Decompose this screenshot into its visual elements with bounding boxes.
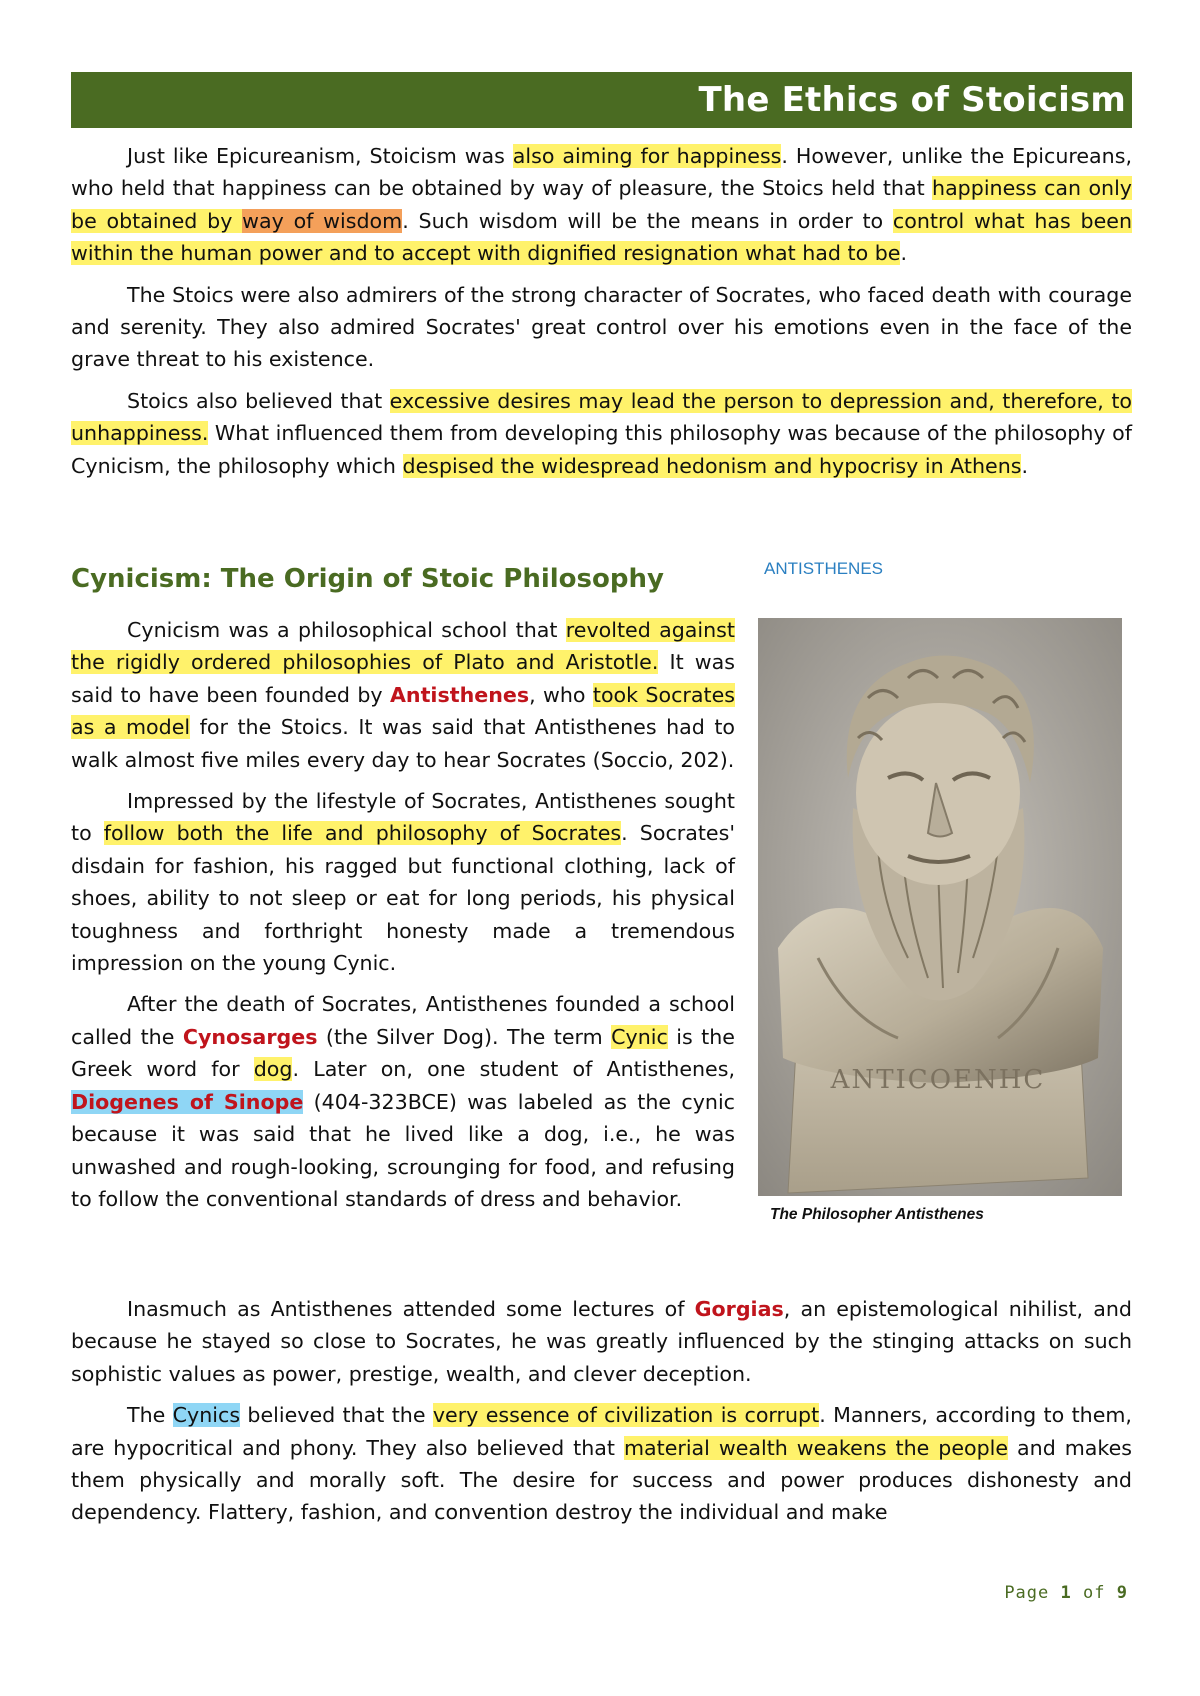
page-title: The Ethics of Stoicism: [698, 80, 1126, 120]
paragraph: The Stoics were also admirers of the strong character of Socrates, who faced death with courage and serenity. They also admired Socrates' great control over his emotions even in the face of the grave threat to his existence.: [71, 282, 1132, 372]
emphasis-name: Antisthenes: [389, 682, 530, 707]
highlight: took Socrates as a model: [71, 682, 735, 740]
paragraph: Impressed by the lifestyle of Socrates, Antisthenes sought to follow both the life and philosophy of Socrates. Socrates' disdain for fashion, his ragged but functional clothing, lack of shoes, ability to not sleep or eat for long periods, his physical toughness and forthright honesty made a tremendous impression on the young Cynic.: [71, 789, 735, 976]
paragraph: Stoics also believed that excessive desires may lead the person to depression and, therefore, to unhappiness. What influenced them from developing this philosophy was because of the philosophy of Cynicism, the philosophy which despised the widespread hedonism and hypocrisy in Athens.: [71, 388, 1132, 478]
highlight: also aiming for happiness: [512, 144, 782, 168]
title-bar: [71, 72, 1132, 128]
highlight: control what has been within the human power and to accept with dignified resignation what had to be: [71, 208, 1132, 266]
section-column-text: [71, 614, 735, 1215]
highlight-orange: way of wisdom: [242, 208, 403, 233]
image-label: ANTISTHENES: [764, 559, 884, 578]
page-number: Page 1 of 9: [1004, 1583, 1128, 1603]
highlight: dog: [253, 1057, 293, 1082]
highlight: Cynic: [611, 1024, 668, 1049]
emphasis-name: Gorgias: [694, 1297, 784, 1321]
section-heading: Cynicism: The Origin of Stoic Philosophy: [71, 564, 664, 594]
emphasis-name: Diogenes of Sinope: [71, 1089, 304, 1114]
highlight-blue: Cynics: [172, 1403, 241, 1428]
highlight: follow both the life and philosophy of Socrates: [103, 821, 622, 846]
intro-text: [71, 140, 1132, 482]
emphasis-name: Cynosarges: [182, 1024, 318, 1049]
highlight: very essence of civilization is corrupt: [432, 1403, 820, 1428]
image-caption: The Philosopher Antisthenes: [770, 1206, 984, 1223]
lower-text: [71, 1293, 1132, 1529]
highlight: revolted against the rigidly ordered philosophies of Plato and Aristotle.: [71, 618, 735, 675]
paragraph: Cynicism was a philosophical school that revolted against the rigidly ordered philosophies of Plato and Aristotle. It was said to have been founded by Antisthenes, who took Socrates as a model for the Stoics. It was said that Antisthenes had to walk almost five miles every day to hear Socrates (Soccio, 202).: [71, 618, 736, 772]
paragraph: Inasmuch as Antisthenes attended some lectures of Gorgias, an epistemological nihilist, and because he stayed so close to Socrates, he was greatly influenced by the stinging attacks on such sophistic values as power, prestige, wealth, and clever deception.: [71, 1297, 1132, 1386]
paragraph: The Cynics believed that the very essence of civilization is corrupt. Manners, according to them, are hypocritical and phony. They also believed that material wealth weakens the people and makes them physically and morally soft. The desire for success and power produces dishonesty and dependency. Flattery, fashion, and convention destroy the individual and make: [71, 1403, 1133, 1525]
paragraph: After the death of Socrates, Antisthenes founded a school called the Cynosarges (the Silver Dog). The term Cynic is the Greek word for dog. Later on, one student of Antisthenes, Diogenes of Sinope (404-323BCE) was labeled as the cynic because it was said that he lived like a dog, i.e., he was unwashed and rough-looking, scrounging for food, and refusing to follow the conventional standards of dress and behavior.: [71, 992, 735, 1211]
highlight: happiness can only be obtained by: [71, 176, 1132, 233]
highlight: material wealth weakens the people: [623, 1435, 1009, 1460]
highlight: despised the widespread hedonism and hypocrisy in Athens: [402, 453, 1022, 478]
highlight: excessive desires may lead the person to depression and, therefore, to unhappiness.: [71, 388, 1132, 446]
bust-inscription: ANTICOENHC: [830, 1065, 1046, 1095]
paragraph: Just like Epicureanism, Stoicism was also aiming for happiness. However, unlike the Epicureans, who held that happiness can be obtained by way of pleasure, the Stoics held that happiness can only be obtained by way of wisdom. Such wisdom will be the means in order to control what has been within the human power and to accept with dignified resignation what had to be.: [71, 144, 1132, 266]
antisthenes-bust-image: [758, 618, 1122, 1196]
